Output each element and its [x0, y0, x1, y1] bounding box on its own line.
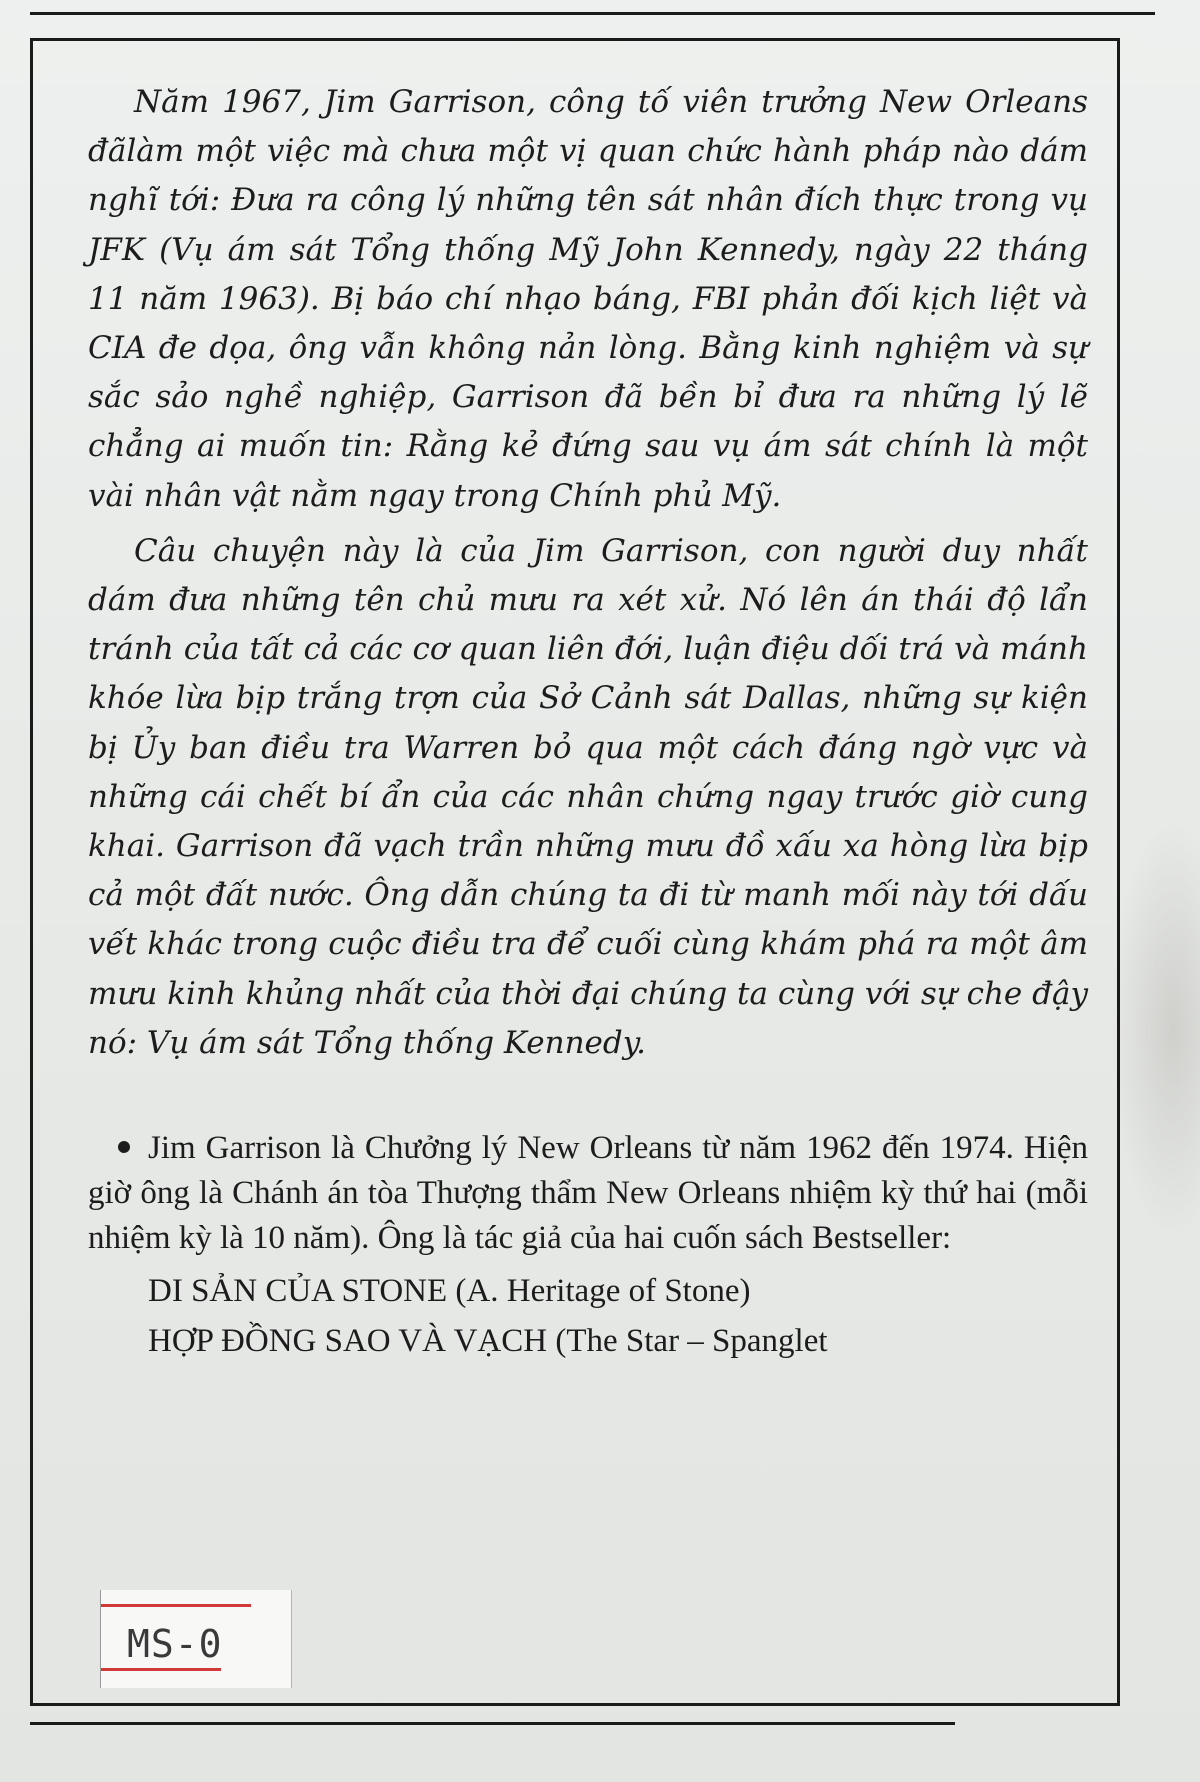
author-bio [88, 1126, 1088, 1261]
book-title-1: DI SẢN CỦA STONE (A. Heritage of Stone) [148, 1273, 751, 1310]
frame-bottom-line [30, 1722, 955, 1725]
author-bio-text: Jim Garrison là Chưởng lý New Orleans từ năm 1962 đến 1974. Hiện giờ ông là Chánh án tòa Thượng thẩm New Orleans nhiệm kỳ thứ hai (mỗi nhiệm kỳ là 10 năm). Ông là tác giả của hai cuốn sách Bestseller: [88, 1130, 1088, 1257]
price-sticker [100, 1590, 292, 1688]
sticker-red-line-bottom [101, 1668, 221, 1671]
blurb-paragraph-1: Năm 1967, Jim Garrison, công tố viên trưởng New Orleans đãlàm một việc mà chưa một vị quan chức hành pháp nào dám nghĩ tới: Đưa ra công lý những tên sát nhân đích thực trong vụ JFK (Vụ ám sát Tổng thống Mỹ John Kennedy, ngày 22 tháng 11 năm 1963). Bị báo chí nhạo báng, FBI phản đối kịch liệt và CIA đe dọa, ông vẫn không nản lòng. Bằng kinh nghiệm và sự sắc sảo nghề nghiệp, Garrison đã bền bỉ đưa ra những lý lẽ chẳng ai muốn tin: Rằng kẻ đứng sau vụ ám sát chính là một vài nhân vật nằm ngay trong Chính phủ Mỹ. [88, 84, 1088, 514]
blurb-content [88, 78, 1088, 1364]
book-title-2: HỢP ĐỒNG SAO VÀ VẠCH (The Star – Spanglet [148, 1323, 828, 1360]
sticker-red-line-top [101, 1604, 251, 1607]
blurb-paragraph-2: Câu chuyện này là của Jim Garrison, con người duy nhất dám đưa những tên chủ mưu ra xét xử. Nó lên án thái độ lẩn tránh của tất cả các cơ quan liên đới, luận điệu dối trá và mánh khóe lừa bịp trắng trợn của Sở Cảnh sát Dallas, những sự kiện bị Ủy ban điều tra Warren bỏ qua một cách đáng ngờ vực và những cái chết bí ẩn của các nhân chứng ngay trước giờ cung khai. Garrison đã vạch trần những mưu đồ xấu xa hòng lừa bịp cả một đất nước. Ông dẫn chúng ta đi từ manh mối này tới dấu vết khác trong cuộc điều tra để cuối cùng khám phá ra một âm mưu kinh khủng nhất của thời đại chúng ta cùng với sự che đậy nó: Vụ ám sát Tổng thống Kennedy. [88, 532, 1088, 1061]
paper-wear [1110, 820, 1200, 1240]
frame-top-line [30, 12, 1155, 15]
sticker-code: MS-0 [127, 1622, 223, 1666]
bullet-icon [118, 1141, 130, 1153]
